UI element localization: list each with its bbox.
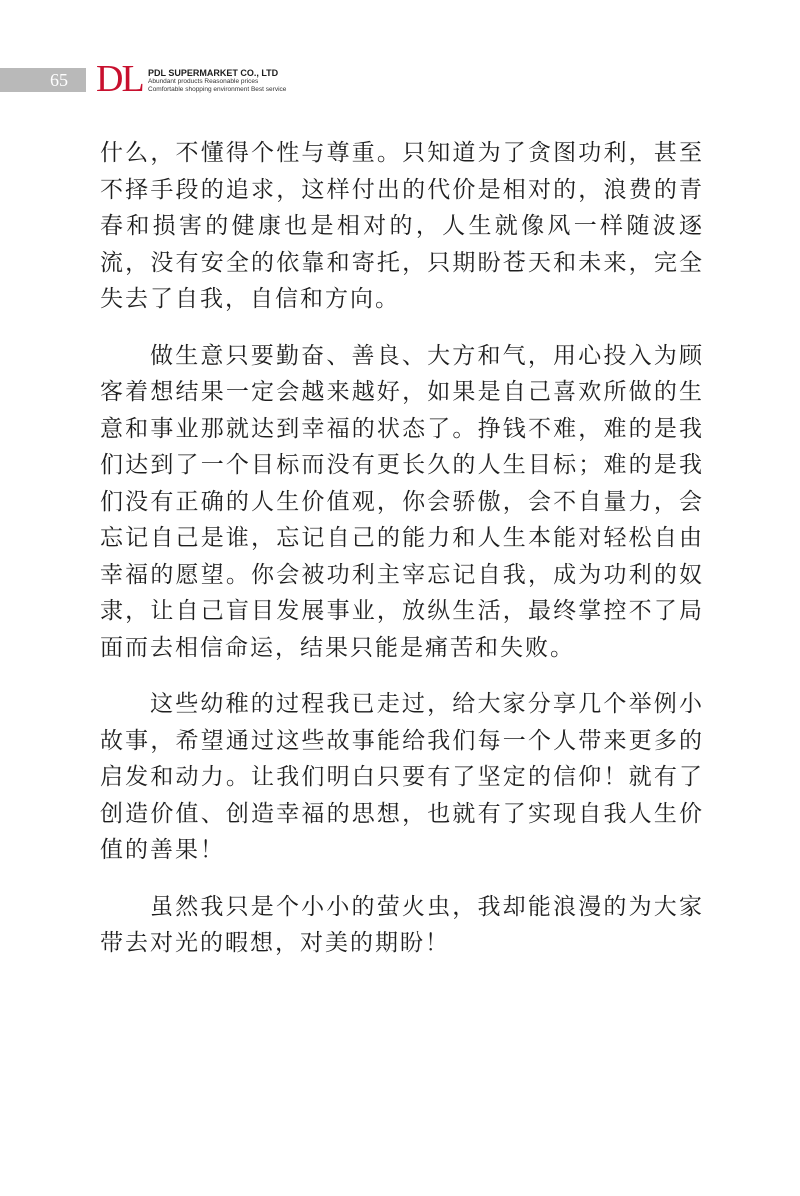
brand-name: PDL SUPERMARKET CO., LTD — [148, 68, 279, 78]
page-number: 65 — [50, 70, 68, 90]
company-logo: DL — [96, 58, 143, 100]
body-text — [100, 135, 704, 962]
paragraph-continued: 什么，不懂得个性与尊重。只知道为了贪图功利，甚至不择手段的追求，这样付出的代价是相对的，浪费的青春和损害的健康也是相对的，人生就像风一样随波逐流，没有安全的依靠和寄托，只期盼苍天和未来，完全失去了自我，自信和方向。 — [100, 140, 704, 312]
paragraph: 这些幼稚的过程我已走过，给大家分享几个举例小故事，希望通过这些故事能给我们每一个人带来更多的启发和动力。让我们明白只要有了坚定的信仰！就有了创造价值、创造幸福的思想，也就有了实现自我人生价值的善果！ — [100, 691, 704, 863]
brand-block — [148, 68, 308, 94]
paragraph: 虽然我只是个小小的萤火虫，我却能浪漫的为大家带去对光的暇想，对美的期盼！ — [100, 893, 704, 956]
paragraph: 做生意只要勤奋、善良、大方和气，用心投入为顾客着想结果一定会越来越好，如果是自己喜欢所做的生意和事业那就达到幸福的状态了。挣钱不难，难的是我们达到了一个目标而没有更长久的人生目标；难的是我们没有正确的人生价值观，你会骄傲，会不自量力，会忘记自己是谁，忘记自己的能力和人生本能对轻松自由幸福的愿望。你会被功利主宰忘记自我，成为功利的奴隶，让自己盲目发展事业，放纵生活，最终掌控不了局面而去相信命运，结果只能是痛苦和失败。 — [100, 342, 704, 661]
brand-tagline-1: Abundant products Reasonable prices — [148, 78, 259, 85]
page-number-bar — [0, 68, 86, 92]
brand-tagline-2: Comfortable shopping environment Best service — [148, 86, 287, 93]
